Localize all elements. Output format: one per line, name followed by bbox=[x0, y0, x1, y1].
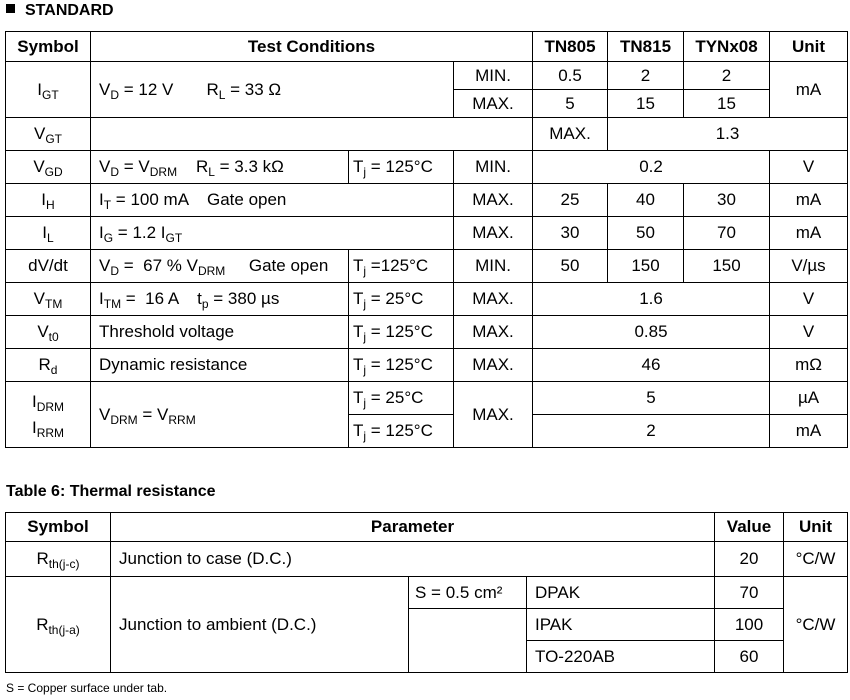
table-row: TO-220AB 60 bbox=[6, 641, 848, 673]
table-row: dV/dt $V_D = 67$ % $V_{DRM}$ Gate open $T_j =125^\circ C$ MIN. 50 150 150 V/µs bbox=[6, 250, 848, 283]
table-row: $V_{GT}$ MAX. 1.3 bbox=[6, 118, 848, 151]
table6-title: Table 6: Thermal resistance bbox=[6, 483, 216, 500]
table-row: MAX. 5 15 15 bbox=[6, 90, 848, 118]
header-row: Symbol Parameter Value Unit bbox=[6, 513, 848, 542]
section-title: STANDARD bbox=[6, 2, 114, 20]
electrical-characteristics-table bbox=[5, 31, 848, 448]
header-row: Symbol Test Conditions TN805 TN815 TYNx08 Unit bbox=[6, 32, 848, 62]
symbol-cell: $I_{GT}$ bbox=[6, 62, 91, 118]
table-row: $R_d$ Dynamic resistance $T_j = 125^\circ C$ MAX. 46 mΩ bbox=[6, 349, 848, 382]
footnote: S = Copper surface under tab. bbox=[6, 681, 168, 695]
table-row: $V_{GD}$ $V_D = V_{DRM}$ $R_L = 3.3$ kΩ $T_j = 125^\circ C$ MIN. 0.2 V bbox=[6, 151, 848, 184]
table-row: $R_{th(j-c)}$ Junction to case (D.C.) 20 °C/W bbox=[6, 542, 848, 577]
table-row: $I_{DRM}$ $I_{RRM}$ $V_{DRM} = V_{RRM}$ $T_j = 25^\circ C$ MAX. 5 µA bbox=[6, 382, 848, 415]
table-row: $V_{TM}$ $I_{TM} = 16$ A $t_p = 380$ µs $T_j = 25^\circ C$ MAX. 1.6 V bbox=[6, 283, 848, 316]
table-row: $T_j = 125^\circ C$ 2 mA bbox=[6, 415, 848, 448]
thermal-resistance-table bbox=[5, 512, 848, 673]
conditions-cell: $V_D = 12$ V $R_L = 33$ Ω bbox=[91, 62, 454, 118]
table-row: $I_H$ $I_T = 100$ mA Gate open MAX. 25 40 30 mA bbox=[6, 184, 848, 217]
table-row: $V_{t0}$ Threshold voltage $T_j = 125^\circ C$ MAX. 0.85 V bbox=[6, 316, 848, 349]
table-row: IPAK 100 bbox=[6, 609, 848, 641]
table-row: $I_{GT}$ $V_D = 12$ V $R_L = 33$ Ω MIN. 0.5 2 2 mA bbox=[6, 62, 848, 90]
bullet-square-icon bbox=[6, 4, 15, 13]
table-row: $I_L$ $I_G = 1.2$ $I_{GT}$ MAX. 30 50 70 mA bbox=[6, 217, 848, 250]
table-row: $R_{th(j-a)}$ Junction to ambient (D.C.) S = 0.5 cm² DPAK 70 °C/W bbox=[6, 577, 848, 609]
